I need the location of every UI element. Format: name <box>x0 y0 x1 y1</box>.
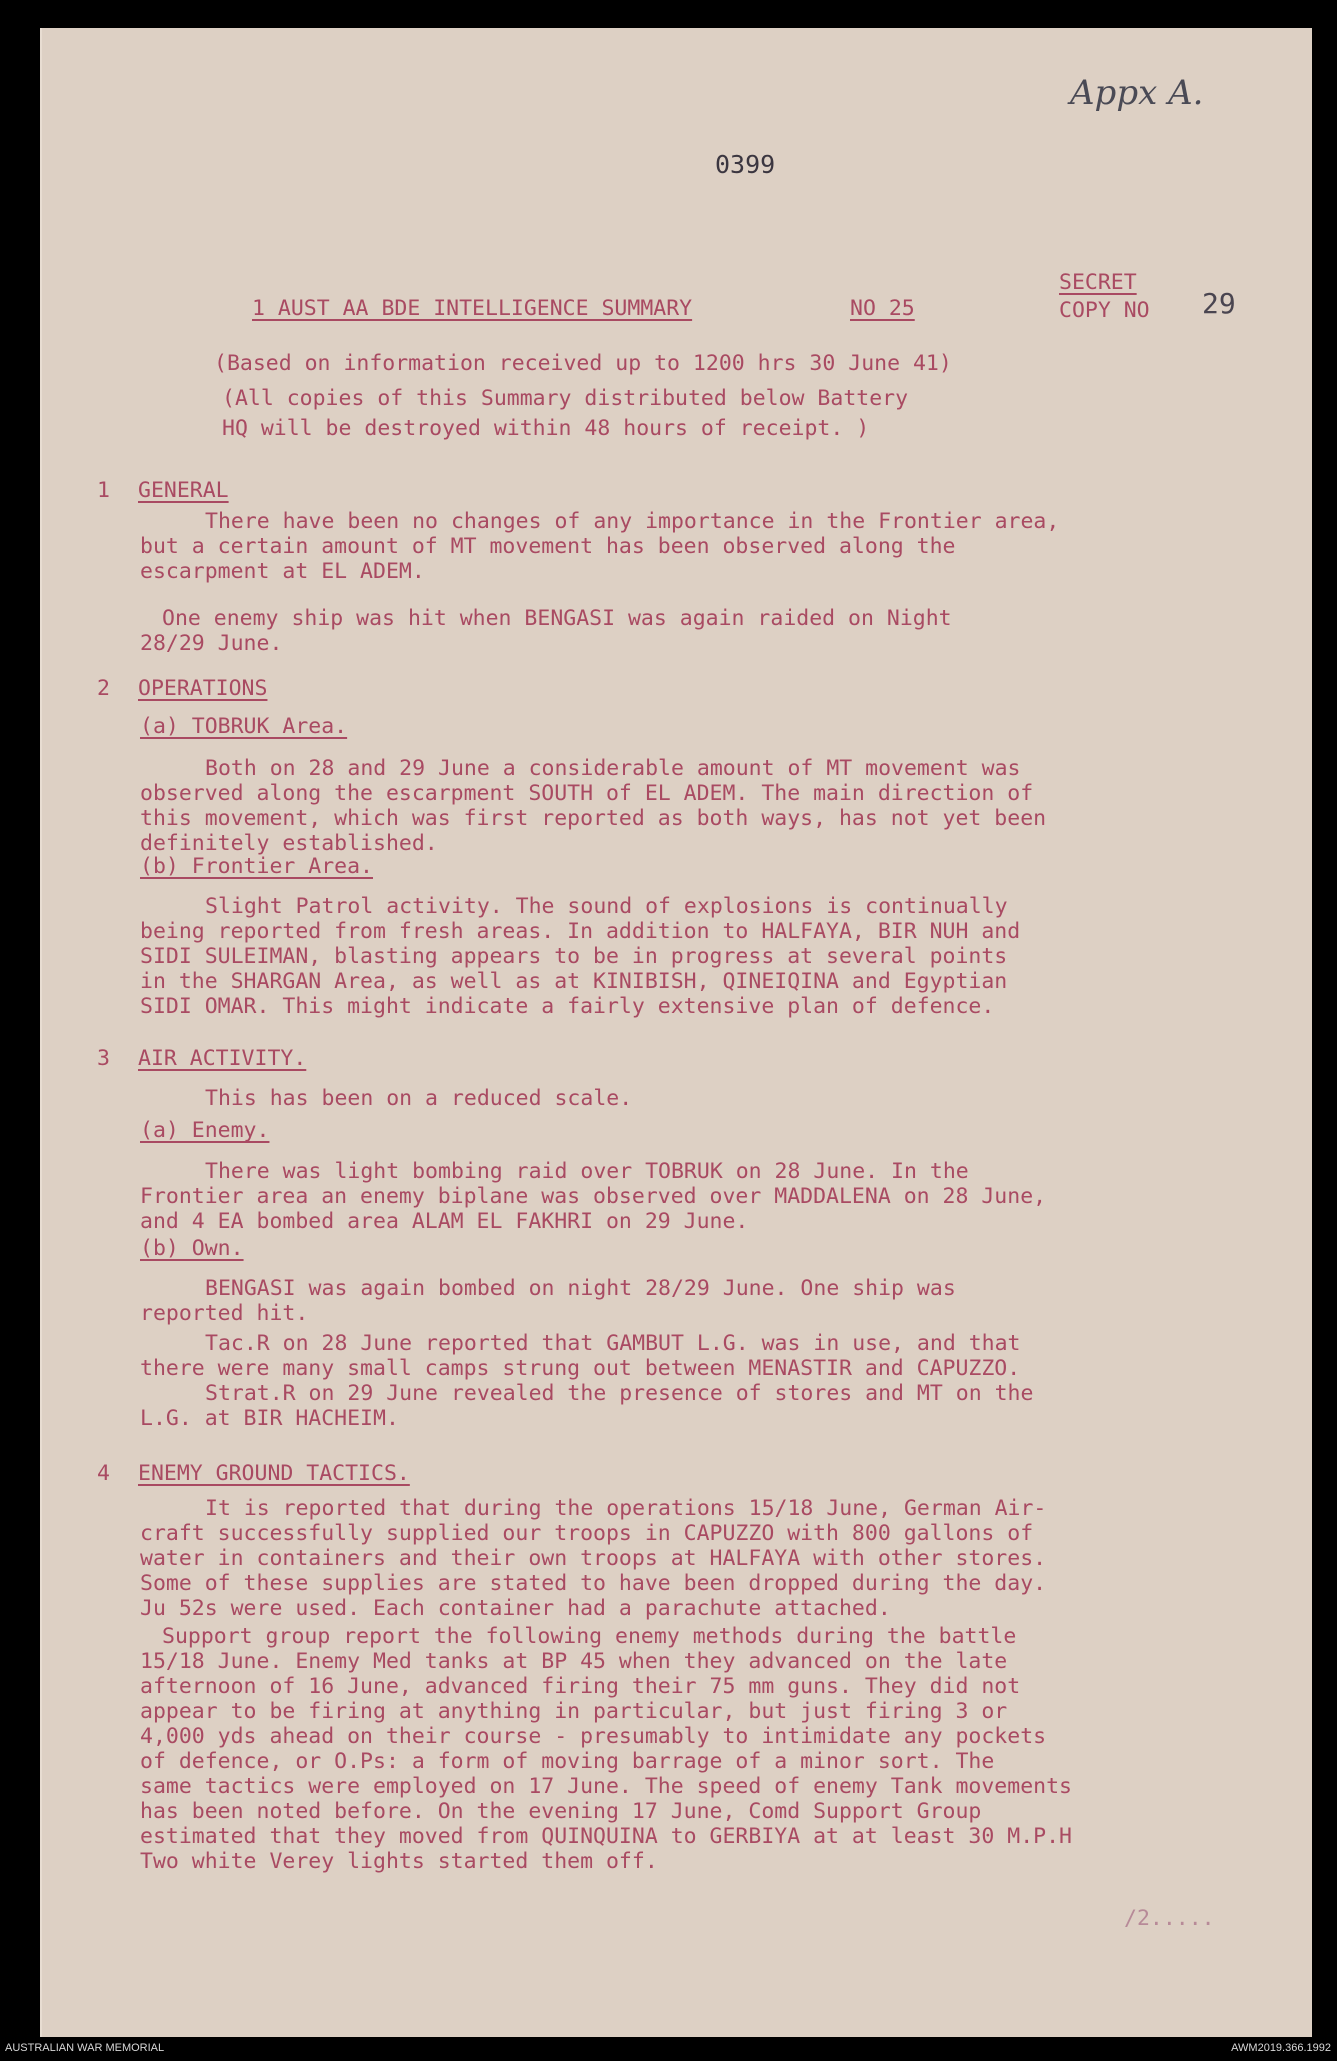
paragraph-line: Slight Patrol activity. The sound of explosions is continually <box>205 894 1008 919</box>
paragraph-line: Frontier area an enemy biplane was observed over MADDALENA on 28 June, <box>140 1184 1047 1209</box>
section-number: 1 <box>97 478 110 503</box>
paragraph-line: appear to be firing at anything in particular, but just firing 3 or <box>140 1699 1008 1724</box>
section-heading: OPERATIONS <box>138 676 268 701</box>
subsection-heading: (b) Own. <box>140 1236 244 1261</box>
paragraph-line: 15/18 June. Enemy Med tanks at BP 45 when they advanced on the late <box>140 1649 1008 1674</box>
paragraph-line: there were many small camps strung out between MENASTIR and CAPUZZO. <box>140 1356 1021 1381</box>
copy-label: COPY NO <box>1059 298 1150 323</box>
secret-stamp: SECRET <box>1059 270 1137 295</box>
paragraph-line: SIDI OMAR. This might indicate a fairly extensive plan of defence. <box>140 994 995 1019</box>
paragraph-line: reported hit. <box>140 1301 309 1326</box>
paragraph-line: Some of these supplies are stated to have been dropped during the day. <box>140 1571 1047 1596</box>
summary-basis: (Based on information received up to 1200 hrs 30 June 41) <box>214 351 952 376</box>
subsection-heading: (a) TOBRUK Area. <box>140 714 348 739</box>
paragraph-line: This has been on a reduced scale. <box>205 1086 633 1111</box>
paragraph-line: Both on 28 and 29 June a considerable amount of MT movement was <box>205 756 1021 781</box>
section-number: 3 <box>97 1046 110 1071</box>
continuation-mark: /2..... <box>1124 1906 1215 1931</box>
paragraph-line: It is reported that during the operations 15/18 June, German Air- <box>205 1496 1047 1521</box>
paragraph-line: same tactics were employed on 17 June. The speed of enemy Tank movements <box>140 1774 1072 1799</box>
section-number: 4 <box>97 1461 110 1486</box>
paragraph-line: afternoon of 16 June, advanced firing their 75 mm guns. They did not <box>140 1674 1021 1699</box>
subsection-heading: (a) Enemy. <box>140 1118 270 1143</box>
paragraph-line: One enemy ship was hit when BENGASI was again raided on Night <box>162 606 952 631</box>
section-number: 2 <box>97 676 110 701</box>
paragraph-line: 28/29 June. <box>140 631 283 656</box>
paragraph-line: Strat.R on 29 June revealed the presence of stores and MT on the <box>205 1381 1034 1406</box>
paragraph-line: craft successfully supplied our troops in CAPUZZO with 800 gallons of <box>140 1521 1034 1546</box>
paragraph-line: Tac.R on 28 June reported that GAMBUT L.G. was in use, and that <box>205 1331 1021 1356</box>
paragraph-line: Two white Verey lights started them off. <box>140 1849 658 1874</box>
section-heading: GENERAL <box>138 478 229 503</box>
section-heading: AIR ACTIVITY. <box>138 1046 307 1071</box>
distribution-notice: (All copies of this Summary distributed below Battery <box>222 386 909 411</box>
paragraph-line: water in containers and their own troops at HALFAYA with other stores. <box>140 1546 1047 1571</box>
footer-bar <box>0 2037 1337 2061</box>
footer-accession-number: AWM2019.366.1992 <box>1231 2042 1331 2054</box>
paragraph-line: BENGASI was again bombed on night 28/29 June. One ship was <box>205 1276 956 1301</box>
paragraph-line: but a certain amount of MT movement has been observed along the <box>140 534 956 559</box>
distribution-notice: HQ will be destroyed within 48 hours of receipt. ) <box>222 416 870 441</box>
page-number: 0399 <box>715 150 776 179</box>
paragraph-line: There have been no changes of any importance in the Frontier area, <box>205 509 1060 534</box>
footer-institution: AUSTRALIAN WAR MEMORIAL <box>5 2042 165 2054</box>
paragraph-line: in the SHARGAN Area, as well as at KINIBISH, QINEIQINA and Egyptian <box>140 969 1008 994</box>
paragraph-line: this movement, which was first reported as both ways, has not yet been <box>140 806 1047 831</box>
paragraph-line: definitely established. <box>140 831 438 856</box>
paragraph-line: and 4 EA bombed area ALAM EL FAKHRI on 29 June. <box>140 1209 749 1234</box>
paragraph-line: There was light bombing raid over TOBRUK on 28 June. In the <box>205 1159 969 1184</box>
handwritten-annotation: Appx A. <box>1070 73 1204 113</box>
paragraph-line: escarpment at EL ADEM. <box>140 559 425 584</box>
summary-number: NO 25 <box>850 296 915 321</box>
paragraph-line: SIDI SULEIMAN, blasting appears to be in progress at several points <box>140 944 1008 969</box>
paragraph-line: 4,000 yds ahead on their course - presumably to intimidate any pockets <box>140 1724 1047 1749</box>
document-page <box>40 28 1312 2038</box>
paragraph-line: Support group report the following enemy methods during the battle <box>162 1624 1017 1649</box>
copy-number: 29 <box>1202 287 1236 320</box>
paragraph-line: of defence, or O.Ps: a form of moving barrage of a minor sort. The <box>140 1749 995 1774</box>
paragraph-line: being reported from fresh areas. In addition to HALFAYA, BIR NUH and <box>140 919 1021 944</box>
paragraph-line: Ju 52s were used. Each container had a parachute attached. <box>140 1596 891 1621</box>
summary-title: 1 AUST AA BDE INTELLIGENCE SUMMARY <box>252 296 693 321</box>
paragraph-line: estimated that they moved from QUINQUINA to GERBIYA at at least 30 M.P.H <box>140 1824 1072 1849</box>
paragraph-line: observed along the escarpment SOUTH of EL ADEM. The main direction of <box>140 781 1034 806</box>
paragraph-line: has been noted before. On the evening 17 June, Comd Support Group <box>140 1799 982 1824</box>
section-heading: ENEMY GROUND TACTICS. <box>138 1461 410 1486</box>
paragraph-line: L.G. at BIR HACHEIM. <box>140 1406 399 1431</box>
subsection-heading: (b) Frontier Area. <box>140 854 373 879</box>
